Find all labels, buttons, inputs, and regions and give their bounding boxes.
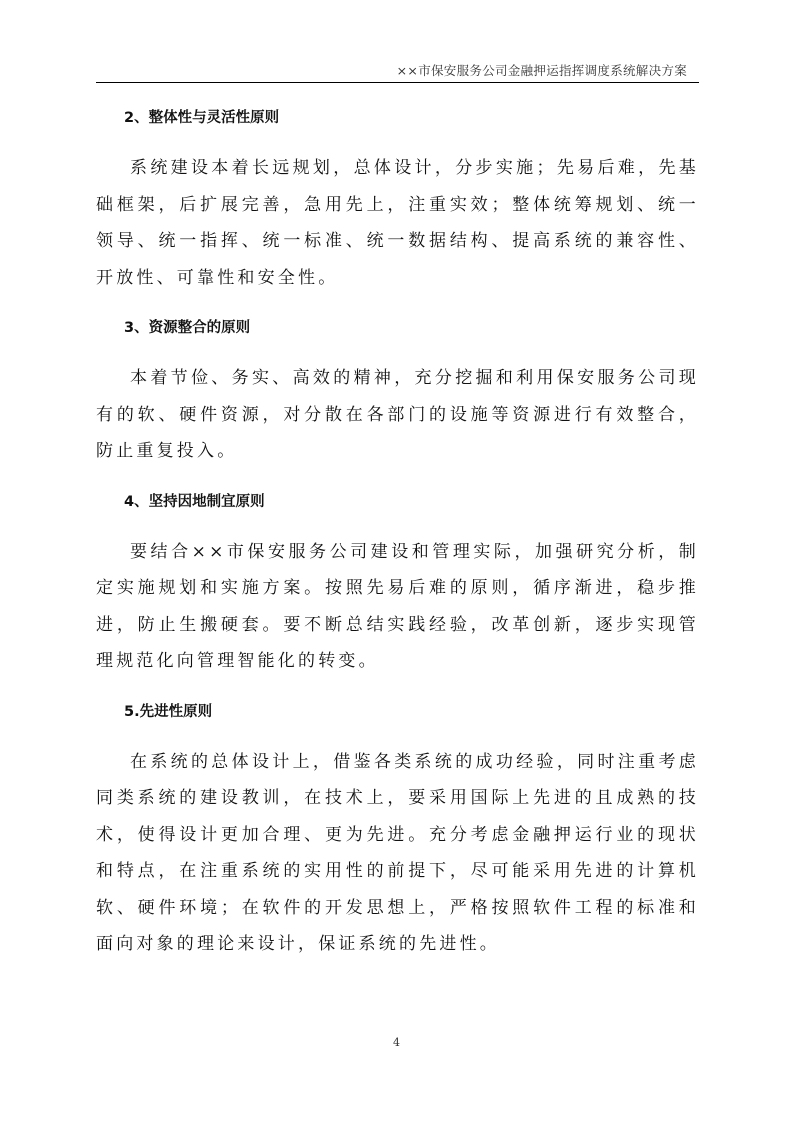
section-paragraph: 在系统的总体设计上，借鉴各类系统的成功经验，同时注重考虑同类系统的建设教训，在技术上，要采用国际上先进的且成熟的技术，使得设计更加合理、更为先进。充分考虑金融押运行业的现状和特点，在注重系统的实用性的前提下，尽可能采用先进的计算机软、硬件环境；在软件的开发思想上，严格按照软件工程的标准和面向对象的理论来设计，保证系统的先进性。 xyxy=(96,751,699,954)
document-body xyxy=(96,100,699,963)
section-paragraph: 要结合××市保安服务公司建设和管理实际，加强研究分析，制定实施规划和实施方案。按照先易后难的原则，循序渐进，稳步推进，防止生搬硬套。要不断总结实践经验，改革创新，逐步实现管理规范化向管理智能化的转变。 xyxy=(96,541,699,671)
section-heading: 3、资源整合的原则 xyxy=(124,320,251,336)
section-heading: 4、坚持因地制宜原则 xyxy=(124,493,265,510)
section-advancement xyxy=(96,694,699,963)
page-number: 4 xyxy=(393,1036,400,1049)
section-local-adaptation xyxy=(96,484,699,680)
section-integrity-flexibility xyxy=(96,100,699,296)
section-heading: 5.先进性原则 xyxy=(124,703,213,720)
section-heading: 2、整体性与灵活性原则 xyxy=(124,110,280,126)
header-title: ××市保安服务公司金融押运指挥调度系统解决方案 xyxy=(396,63,687,78)
section-paragraph: 本着节俭、务实、高效的精神，充分挖掘和利用保安服务公司现有的软、硬件资源，对分散在各部门的设施等资源进行有效整合，防止重复投入。 xyxy=(96,368,699,461)
page-header xyxy=(96,64,699,83)
section-paragraph: 系统建设本着长远规划，总体设计，分步实施；先易后难，先基础框架，后扩展完善，急用先上，注重实效；整体统筹规划、统一领导、统一指挥、统一标准、统一数据结构、提高系统的兼容性、开放性、可靠性和安全性。 xyxy=(96,158,699,288)
section-resource-integration xyxy=(96,310,699,470)
